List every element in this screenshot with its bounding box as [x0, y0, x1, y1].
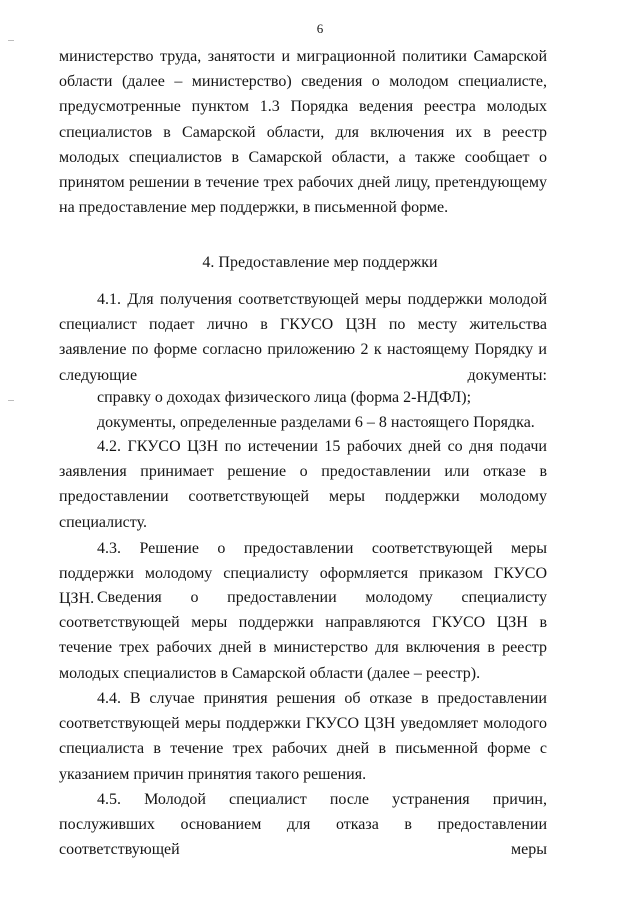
paragraph-4-2: 4.2. ГКУСО ЦЗН по истечении 15 рабочих дней со дня подачи заявления принимает решение о предоставлении или отказе в предоставлении соответствующей меры поддержки молодому специалисту.: [59, 438, 547, 531]
paragraph-4-3: 4.3. Решение о предоставлении соответствующей меры поддержки молодому специалисту оформляется приказом ГКУСО ЦЗН.: [59, 540, 547, 608]
intro-paragraph: министерство труда, занятости и миграционной политики Самарской области (далее – министерство) сведения о молодом специалисте, предусмотренные пунктом 1.3 Порядка ведения реестра молодых специалистов в Самарской области, для включения их в реестр молодых специалистов в Самарской области, а также сообщает о принятом решении в течение трех рабочих дней лицу, претендующему на предоставление мер поддержки, в письменной форме.: [59, 48, 547, 217]
paragraph-4-5: 4.5. Молодой специалист после устранения причин, послуживших основанием для отказа в предоставлении соответствующей меры: [59, 791, 547, 859]
page-number: 6: [316, 21, 324, 36]
scan-artifact: [8, 400, 14, 401]
paragraph-4-1: 4.1. Для получения соответствующей меры поддержки молодой специалист подает лично в ГКУСО ЦЗН по месту жительства заявление по форме согласно приложению 2 к настоящему Порядку и следующие документы:: [59, 291, 547, 384]
paragraph-4-4: 4.4. В случае принятия решения об отказе в предоставлении соответствующей меры поддержки ГКУСО ЦЗН уведомляет молодого специалиста в течение трех рабочих дней в письменной форме с указанием причин принятия такого решения.: [59, 690, 547, 783]
section-heading: 4. Предоставление мер поддержки: [202, 254, 438, 271]
list-item-documents: документы, определенные разделами 6 – 8 настоящего Порядка.: [97, 414, 535, 431]
paragraph-registry-info: Сведения о предоставлении молодому специалисту соответствующей меры поддержки направляются ГКУСО ЦЗН в течение трех рабочих дней в министерство для включения в реестр молодых специалистов в Самарской области (далее – реестр).: [59, 589, 547, 682]
scan-artifact: [8, 40, 14, 41]
list-item-income-certificate: справку о доходах физического лица (форма 2-НДФЛ);: [97, 389, 472, 406]
